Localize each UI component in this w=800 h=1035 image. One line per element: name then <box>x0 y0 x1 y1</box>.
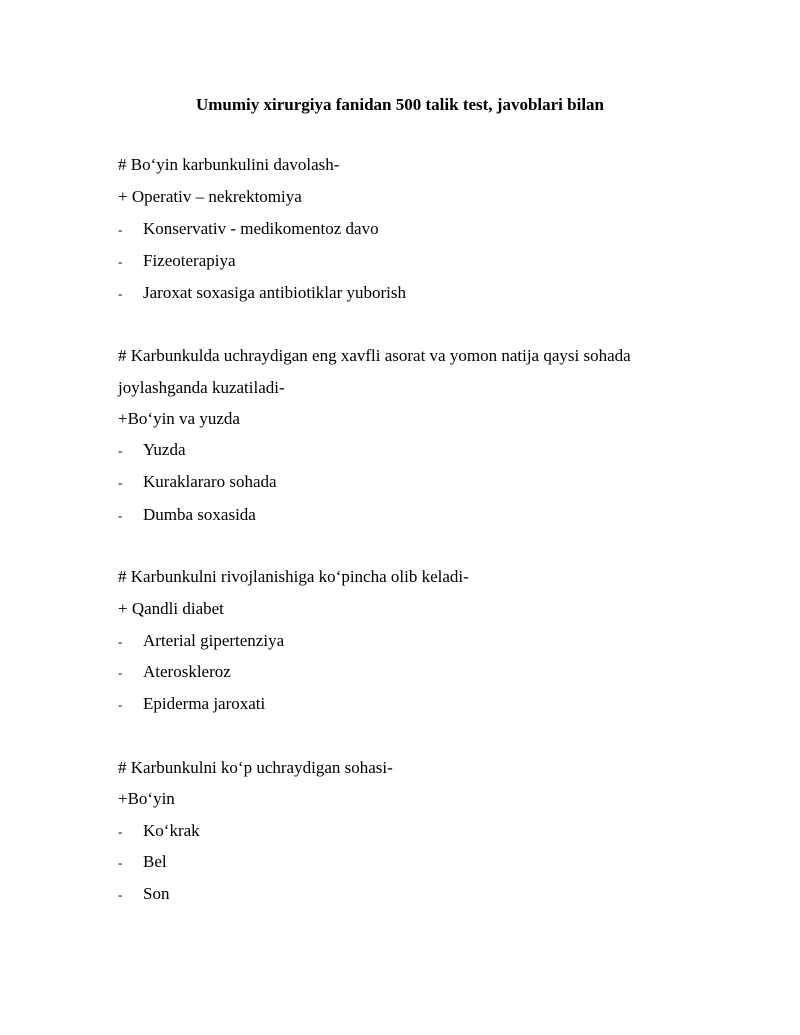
option-text: Jaroxat soxasiga antibiotiklar yuborish <box>143 283 406 302</box>
option-dash: - <box>118 697 123 712</box>
question-3-option <box>118 661 231 684</box>
question-2-answer: +Bo‘yin va yuzda <box>118 409 240 428</box>
option-dash: - <box>118 665 123 680</box>
option-text: Arterial gipertenziya <box>143 631 285 650</box>
question-4-option <box>118 820 200 843</box>
question-1: # Bo‘yin karbunkulini davolash- <box>118 155 340 174</box>
question-3-answer: + Qandli diabet <box>118 599 224 618</box>
option-text: Ko‘krak <box>143 821 200 840</box>
question-1-option <box>118 218 379 241</box>
option-text: Epiderma jaroxati <box>143 694 266 713</box>
option-dash: - <box>118 286 123 301</box>
option-text: Dumba soxasida <box>143 505 256 524</box>
option-dash: - <box>118 824 123 839</box>
question-2: # Karbunkulda uchraydigan eng xavfli asorat va yomon natija qaysi sohada <box>118 346 631 365</box>
option-text: Son <box>143 884 170 903</box>
question-1-answer: + Operativ – nekrektomiya <box>118 187 302 206</box>
question-2-continued: joylashganda kuzatiladi- <box>118 378 285 397</box>
question-3: # Karbunkulni rivojlanishiga ko‘pincha olib keladi- <box>118 567 469 586</box>
question-2-option <box>118 439 185 462</box>
option-dash: - <box>118 222 123 237</box>
option-dash: - <box>118 887 123 902</box>
question-4-answer: +Bo‘yin <box>118 789 175 808</box>
document-title: Umumiy xirurgiya fanidan 500 talik test, javoblari bilan <box>195 95 605 114</box>
option-dash: - <box>118 443 123 458</box>
question-4-option <box>118 883 169 906</box>
question-1-option <box>118 250 236 273</box>
option-text: Konservativ - medikomentoz davo <box>143 219 379 238</box>
option-dash: - <box>118 508 123 523</box>
option-dash: - <box>118 254 123 269</box>
option-text: Yuzda <box>143 440 186 459</box>
question-2-option <box>118 471 277 494</box>
option-dash: - <box>118 634 123 649</box>
option-text: Kuraklararo sohada <box>143 472 277 491</box>
question-3-option <box>118 693 265 716</box>
option-text: Fizeoterapiya <box>143 251 236 270</box>
option-dash: - <box>118 855 123 870</box>
option-dash: - <box>118 475 123 490</box>
option-text: Bel <box>143 852 167 871</box>
question-4-option <box>118 851 167 874</box>
question-3-option <box>118 630 284 653</box>
question-4: # Karbunkulni ko‘p uchraydigan sohasi- <box>118 758 393 777</box>
option-text: Ateroskleroz <box>143 662 231 681</box>
question-2-option <box>118 504 256 527</box>
question-1-option <box>118 282 406 305</box>
